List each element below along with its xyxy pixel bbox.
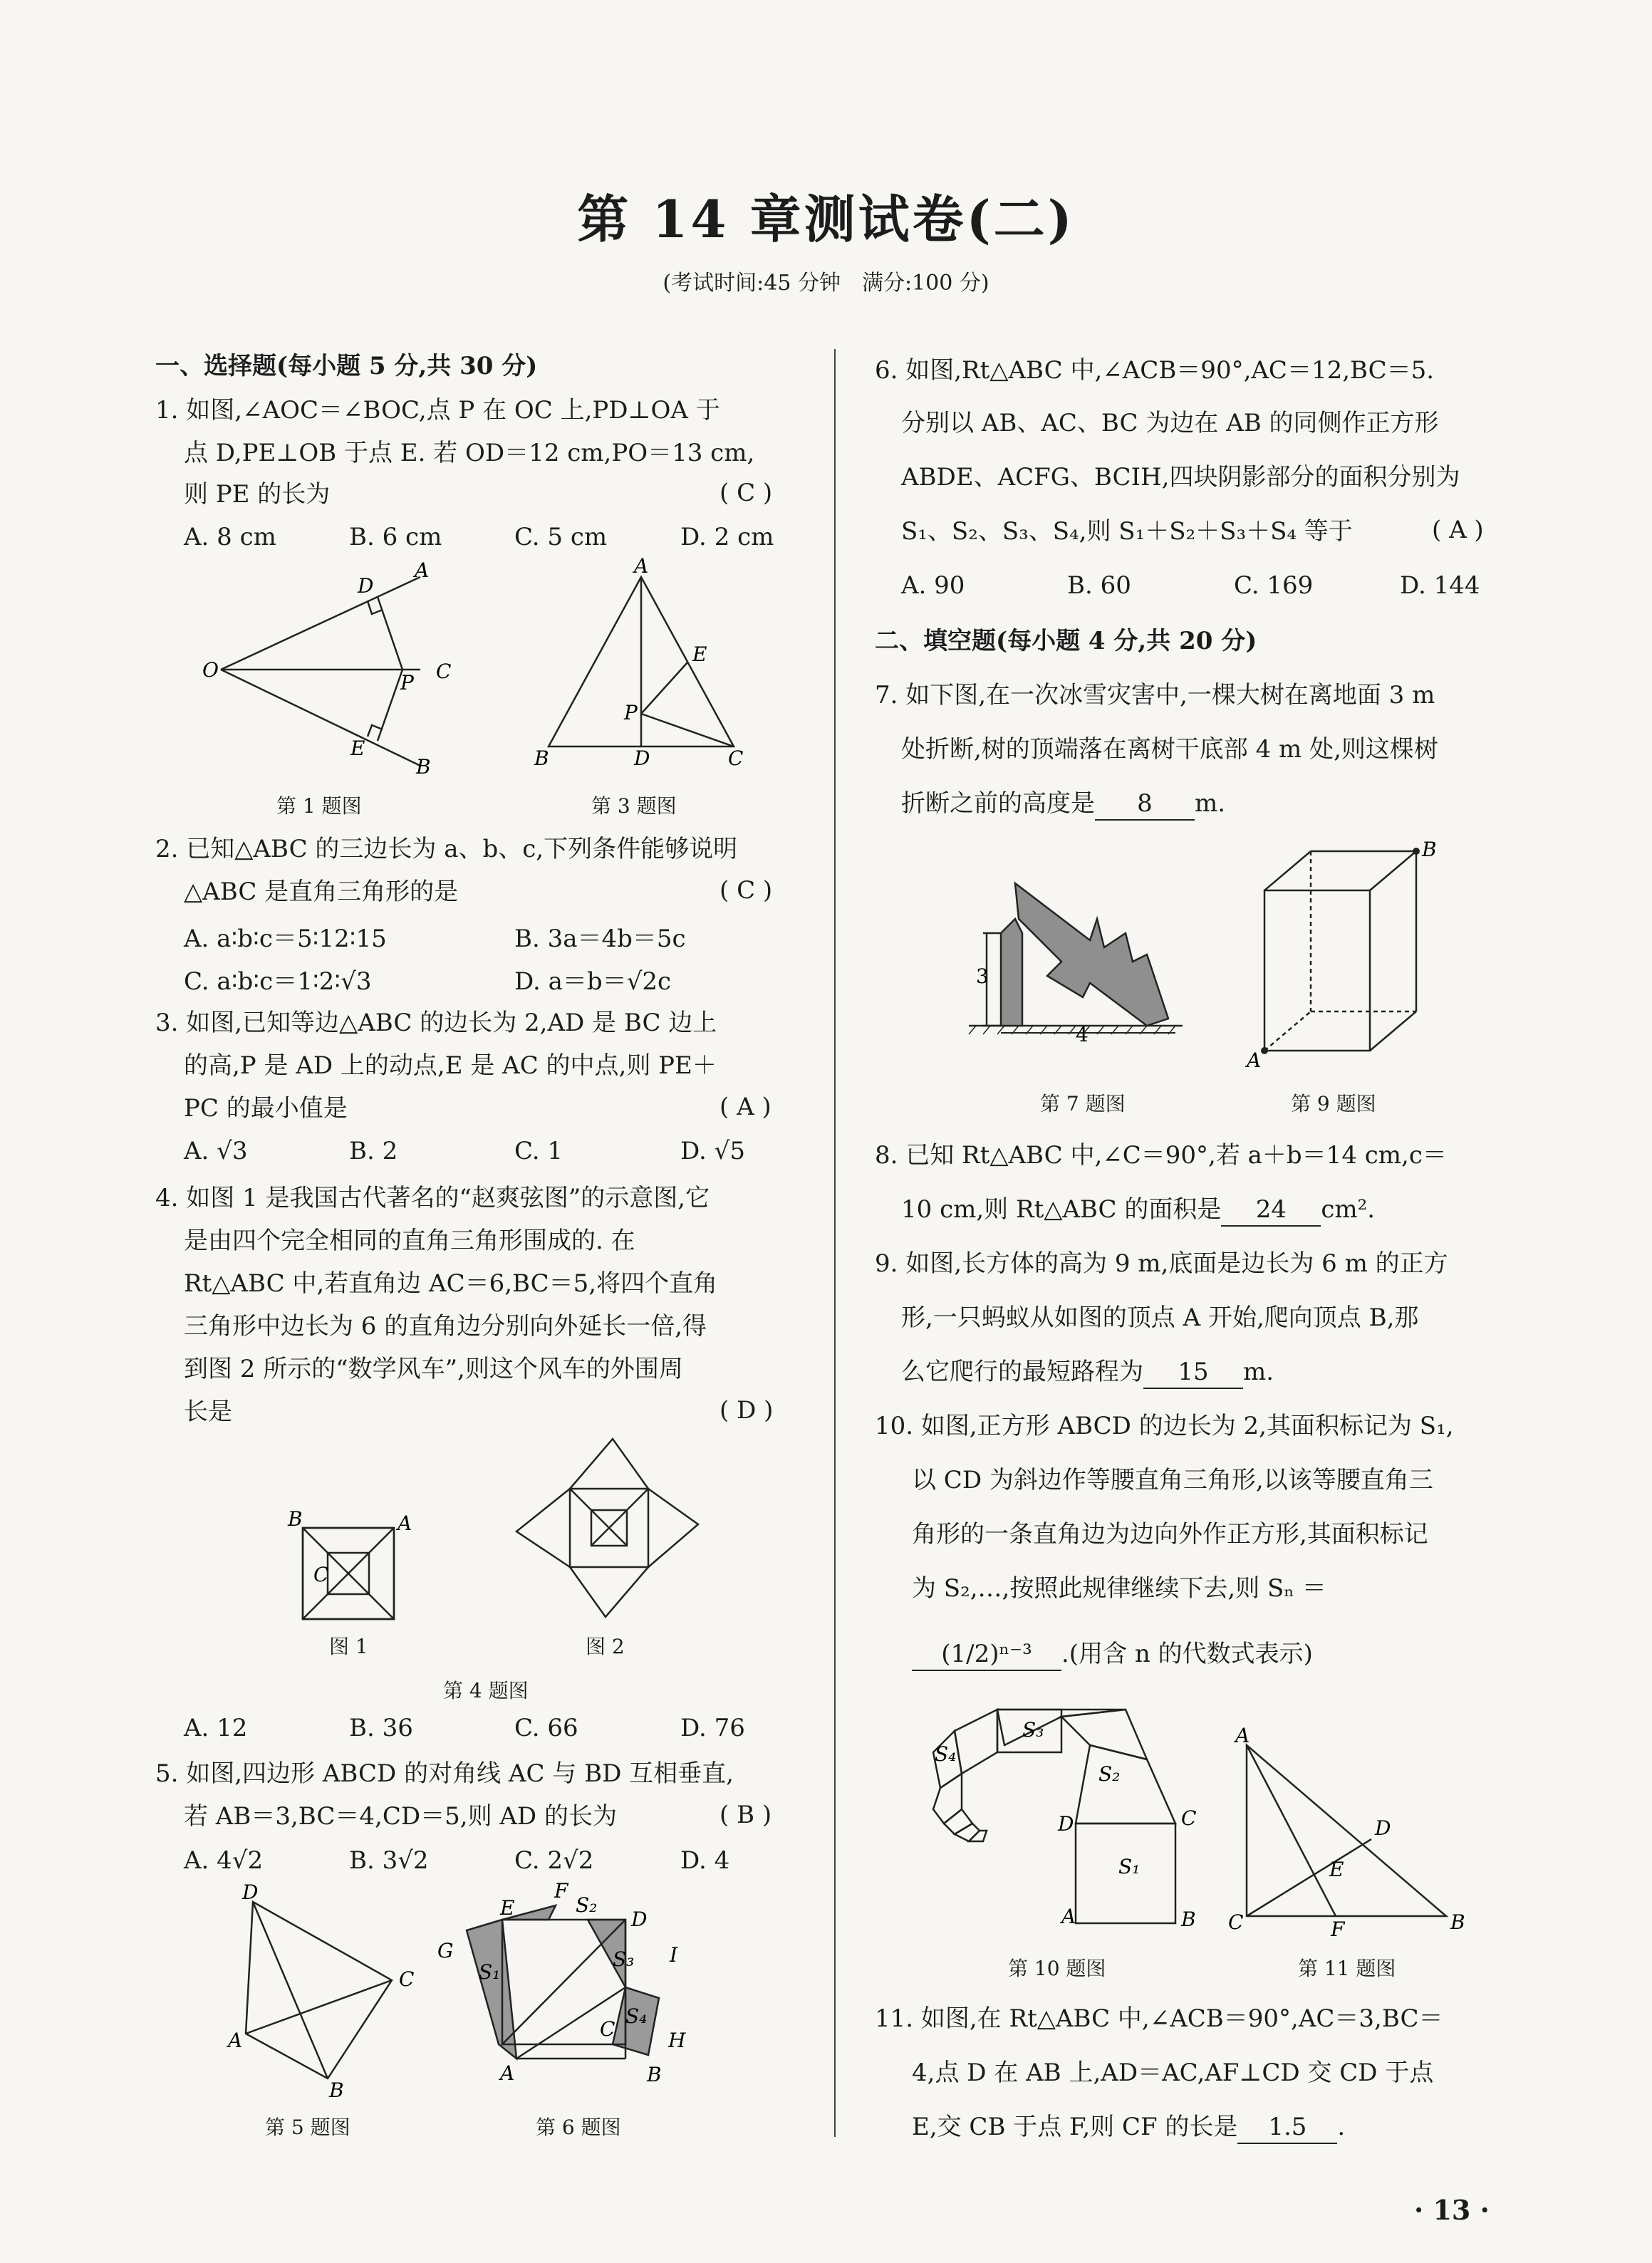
fig9-point-b [1413,848,1420,855]
q3-text-3: PC 的最小值是 [184,1094,348,1123]
fig10-label-b: B [1181,1908,1196,1931]
fig1-label-e: E [350,737,365,760]
column-divider [834,349,836,2137]
q1-text-1: 1. 如图,∠AOC＝∠BOC,点 P 在 OC 上,PD⊥OA 于 [155,396,720,425]
fig4-cap-2: 图 2 [586,1635,625,1658]
figure-9 [1240,833,1439,1071]
fig10-label-s1: S₁ [1118,1855,1141,1878]
q9-text-1: 9. 如图,长方体的高为 9 m,底面是边长为 6 m 的正方 [875,1249,1448,1278]
fig3-caption: 第 3 题图 [591,794,677,818]
fig6-label-f: F [554,1879,568,1903]
q3-option-d: D. √5 [680,1137,745,1165]
fig7-label-4: 4 [1076,1023,1089,1046]
q5-answer: ( B ) [719,1801,772,1829]
fig6-label-e: E [500,1896,515,1920]
q10-text-4: 为 S₂,…,按照此规律继续下去,则 Sₙ ＝ [912,1574,1326,1603]
q7-text-1: 7. 如下图,在一次冰雪灾害中,一棵大树在离地面 3 m [875,681,1435,709]
q8-text-1: 8. 已知 Rt△ABC 中,∠C＝90°,若 a＋b＝14 cm,c＝ [875,1141,1447,1170]
q10-text-5 [912,1638,1313,1671]
q9-text-2: 形,一只蚂蚁从如图的顶点 A 开始,爬向顶点 B,那 [901,1304,1419,1332]
fig1-label-b: B [416,755,431,779]
fig11-label-e: E [1329,1858,1344,1881]
section-2-heading: 二、填空题(每小题 4 分,共 20 分) [875,627,1257,655]
fig10-label-a: A [1061,1905,1076,1928]
q4-text-4: 三角形中边长为 6 的直角边分别向外延长一倍,得 [184,1312,707,1341]
figure-4-2 [506,1439,712,1627]
fig10-caption: 第 10 题图 [1008,1957,1106,1980]
q11-text-1: 11. 如图,在 Rt△ABC 中,∠ACB＝90°,AC＝3,BC＝ [875,2004,1443,2033]
q8-answer-blank: 24 [1221,1194,1321,1227]
fig3-label-a: A [634,554,649,578]
q4-text-6: 长是 [184,1398,232,1426]
q9-text-3a: 么它爬行的最短路程为 [901,1358,1143,1386]
q11-text-2: 4,点 D 在 AB 上,AD＝AC,AF⊥CD 交 CD 于点 [912,2059,1434,2087]
fig6-label-s1: S₁ [479,1960,501,1984]
q3-text-1: 3. 如图,已知等边△ABC 的边长为 2,AD 是 BC 边上 [155,1009,717,1037]
figure-11 [1225,1724,1467,1941]
fig5-label-d: D [242,1880,259,1904]
q6-text-1: 6. 如图,Rt△ABC 中,∠ACB＝90°,AC＝12,BC＝5. [875,356,1435,385]
q7-answer-blank: 8 [1095,788,1195,821]
fig10-label-s2: S₂ [1098,1762,1121,1786]
q1-option-c: C. 5 cm [514,523,608,551]
q3-answer: ( A ) [719,1093,772,1121]
fig5-label-a: A [228,2029,243,2052]
q9-text-3 [901,1356,1274,1389]
q8-text-2a: 10 cm,则 Rt△ABC 的面积是 [901,1195,1222,1224]
q2-option-a: A. a∶b∶c＝5∶12∶15 [184,925,387,953]
q10-text-3: 角形的一条直角边为边向外作正方形,其面积标记 [912,1520,1428,1549]
q10-text-1: 10. 如图,正方形 ABCD 的边长为 2,其面积标记为 S₁, [875,1412,1454,1440]
q7-text-3a: 折断之前的高度是 [901,789,1095,818]
figure-3 [527,554,762,786]
q11-text-3a: E,交 CB 于点 F,则 CF 的长是 [912,2113,1238,2141]
q1-option-a: A. 8 cm [184,523,276,551]
fig1-label-d: D [358,574,374,598]
fig6-label-s3: S₃ [613,1947,635,1971]
fig4-label-c: C [313,1563,329,1586]
q10-text-2: 以 CD 为斜边作等腰直角三角形,以该等腰直角三 [912,1466,1433,1494]
fig6-label-i: I [670,1943,678,1967]
fig10-label-s4: S₄ [935,1742,957,1766]
q3-text-2: 的高,P 是 AD 上的动点,E 是 AC 的中点,则 PE＋ [184,1051,717,1080]
fig6-caption: 第 6 题图 [536,2116,621,2139]
fig5-caption: 第 5 题图 [265,2116,350,2139]
fig11-label-f: F [1331,1918,1345,1941]
q4-text-1: 4. 如图 1 是我国古代著名的“赵爽弦图”的示意图,它 [155,1184,710,1212]
fig10-label-s3: S₃ [1022,1718,1044,1742]
q4-text-3: Rt△ABC 中,若直角边 AC＝6,BC＝5,将四个直角 [184,1269,718,1298]
fig5-label-b: B [329,2079,344,2102]
q1-text-3: 则 PE 的长为 [184,480,331,509]
q6-option-b: B. 60 [1067,571,1131,600]
fig6-label-s2: S₂ [576,1893,598,1917]
page-number: · 13 · [1414,2194,1490,2226]
fig11-caption: 第 11 题图 [1298,1957,1396,1980]
figure-10 [912,1702,1211,1933]
q11-answer-blank: 1.5 [1237,2111,1337,2144]
q5-text-2: 若 AB＝3,BC＝4,CD＝5,则 AD 的长为 [184,1802,617,1831]
q6-option-c: C. 169 [1234,571,1314,600]
q3-option-b: B. 2 [349,1137,398,1165]
fig10-label-c: C [1181,1806,1197,1830]
q5-option-b: B. 3√2 [349,1846,429,1875]
fig7-caption: 第 7 题图 [1040,1092,1126,1115]
figure-7 [962,876,1197,1050]
q4-text-5: 到图 2 所示的“数学风车”,则这个风车的外围周 [184,1355,683,1383]
q4-option-c: C. 66 [514,1714,578,1742]
q10-answer-blank: (1/2)ⁿ⁻³ [912,1638,1061,1671]
q7-text-3 [901,788,1225,821]
page-title: 第 14 章测试卷(二) [577,189,1075,249]
q2-text-2: △ABC 是直角三角形的是 [184,878,459,906]
q2-text-1: 2. 已知△ABC 的三边长为 a、b、c,下列条件能够说明 [155,835,738,863]
q1-answer: ( C ) [719,479,773,507]
fig1-label-p: P [400,671,414,694]
fig5-label-c: C [399,1967,415,1991]
q5-option-a: A. 4√2 [184,1846,264,1875]
q4-text-2: 是由四个完全相同的直角三角形围成的. 在 [184,1227,635,1255]
q6-text-4: S₁、S₂、S₃、S₄,则 S₁＋S₂＋S₃＋S₄ 等于 [901,517,1353,546]
fig9-label-b: B [1422,838,1437,861]
fig4-label-b: B [288,1507,303,1531]
q6-answer: ( A ) [1432,516,1484,544]
q1-option-b: B. 6 cm [349,523,442,551]
q7-text-3b: m. [1195,789,1226,818]
q2-option-b: B. 3a＝4b＝5c [514,925,686,953]
q2-option-d: D. a＝b＝√2c [514,967,672,996]
q4-option-b: B. 36 [349,1714,413,1742]
fig1-label-a: A [415,558,430,582]
figure-6 [435,1880,734,2104]
fig4-cap-1: 图 1 [329,1635,368,1658]
q2-option-c: C. a∶b∶c＝1∶2∶√3 [184,967,372,996]
fig3-label-b: B [534,746,549,770]
fig10-label-d: D [1058,1812,1074,1836]
q10-text-5b: .(用含 n 的代数式表示) [1061,1640,1313,1668]
q5-text-1: 5. 如图,四边形 ABCD 的对角线 AC 与 BD 互相垂直, [155,1759,734,1788]
q6-text-3: ABDE、ACFG、BCIH,四块阴影部分的面积分别为 [901,463,1460,491]
q8-text-2b: cm². [1321,1195,1376,1224]
fig6-label-g: G [437,1939,454,1962]
section-1-heading: 一、选择题(每小题 5 分,共 30 分) [155,352,538,380]
q9-text-3b: m. [1243,1358,1274,1386]
q1-text-2: 点 D,PE⊥OB 于点 E. 若 OD＝12 cm,PO＝13 cm, [184,439,755,467]
q3-option-a: A. √3 [184,1137,248,1165]
q11-text-3 [912,2111,1345,2144]
fig3-label-p: P [624,701,638,724]
q6-text-2: 分别以 AB、AC、BC 为边在 AB 的同侧作正方形 [901,409,1439,437]
fig1-caption: 第 1 题图 [276,794,362,818]
figure-5 [221,1880,427,2102]
exam-info: (考试时间:45 分钟 满分:100 分) [663,271,989,296]
q4-answer: ( D ) [719,1396,774,1425]
fig4-caption: 第 4 题图 [443,1679,529,1702]
fig9-point-a [1261,1047,1268,1054]
q2-answer: ( C ) [719,876,773,905]
fig9-label-a: A [1247,1049,1262,1072]
fig11-label-b: B [1450,1910,1465,1934]
fig6-label-b: B [647,2063,662,2086]
fig1-label-o: O [202,658,219,682]
fig4-label-a: A [398,1512,412,1535]
fig6-label-c: C [600,2017,615,2041]
fig7-label-3: 3 [976,964,989,988]
q11-text-3b: . [1337,2113,1346,2141]
q8-text-2 [901,1194,1375,1227]
fig1-label-c: C [436,660,452,683]
fig3-label-c: C [728,746,744,770]
fig11-label-a: A [1235,1724,1250,1747]
figure-4-1 [285,1507,413,1627]
q4-option-d: D. 76 [680,1714,745,1742]
fig6-label-a: A [500,2061,515,2085]
q6-option-d: D. 144 [1400,571,1480,600]
fig9-caption: 第 9 题图 [1291,1092,1376,1115]
fig6-label-s4: S₄ [625,2004,648,2028]
q7-text-2: 处折断,树的顶端落在离树干底部 4 m 处,则这棵树 [901,735,1438,764]
q5-option-c: C. 2√2 [514,1846,594,1875]
q4-option-a: A. 12 [184,1714,248,1742]
fig11-label-c: C [1228,1910,1244,1934]
q5-option-d: D. 4 [680,1846,730,1875]
figure-1 [199,558,470,779]
fig6-label-d: D [631,1908,648,1931]
fig6-label-h: H [668,2029,686,2052]
q6-option-a: A. 90 [901,571,965,600]
q3-option-c: C. 1 [514,1137,563,1165]
fig11-label-d: D [1375,1816,1391,1840]
fig3-label-e: E [692,643,707,666]
q9-answer-blank: 15 [1143,1356,1243,1389]
fig3-label-d: D [634,746,650,770]
q1-option-d: D. 2 cm [680,523,774,551]
